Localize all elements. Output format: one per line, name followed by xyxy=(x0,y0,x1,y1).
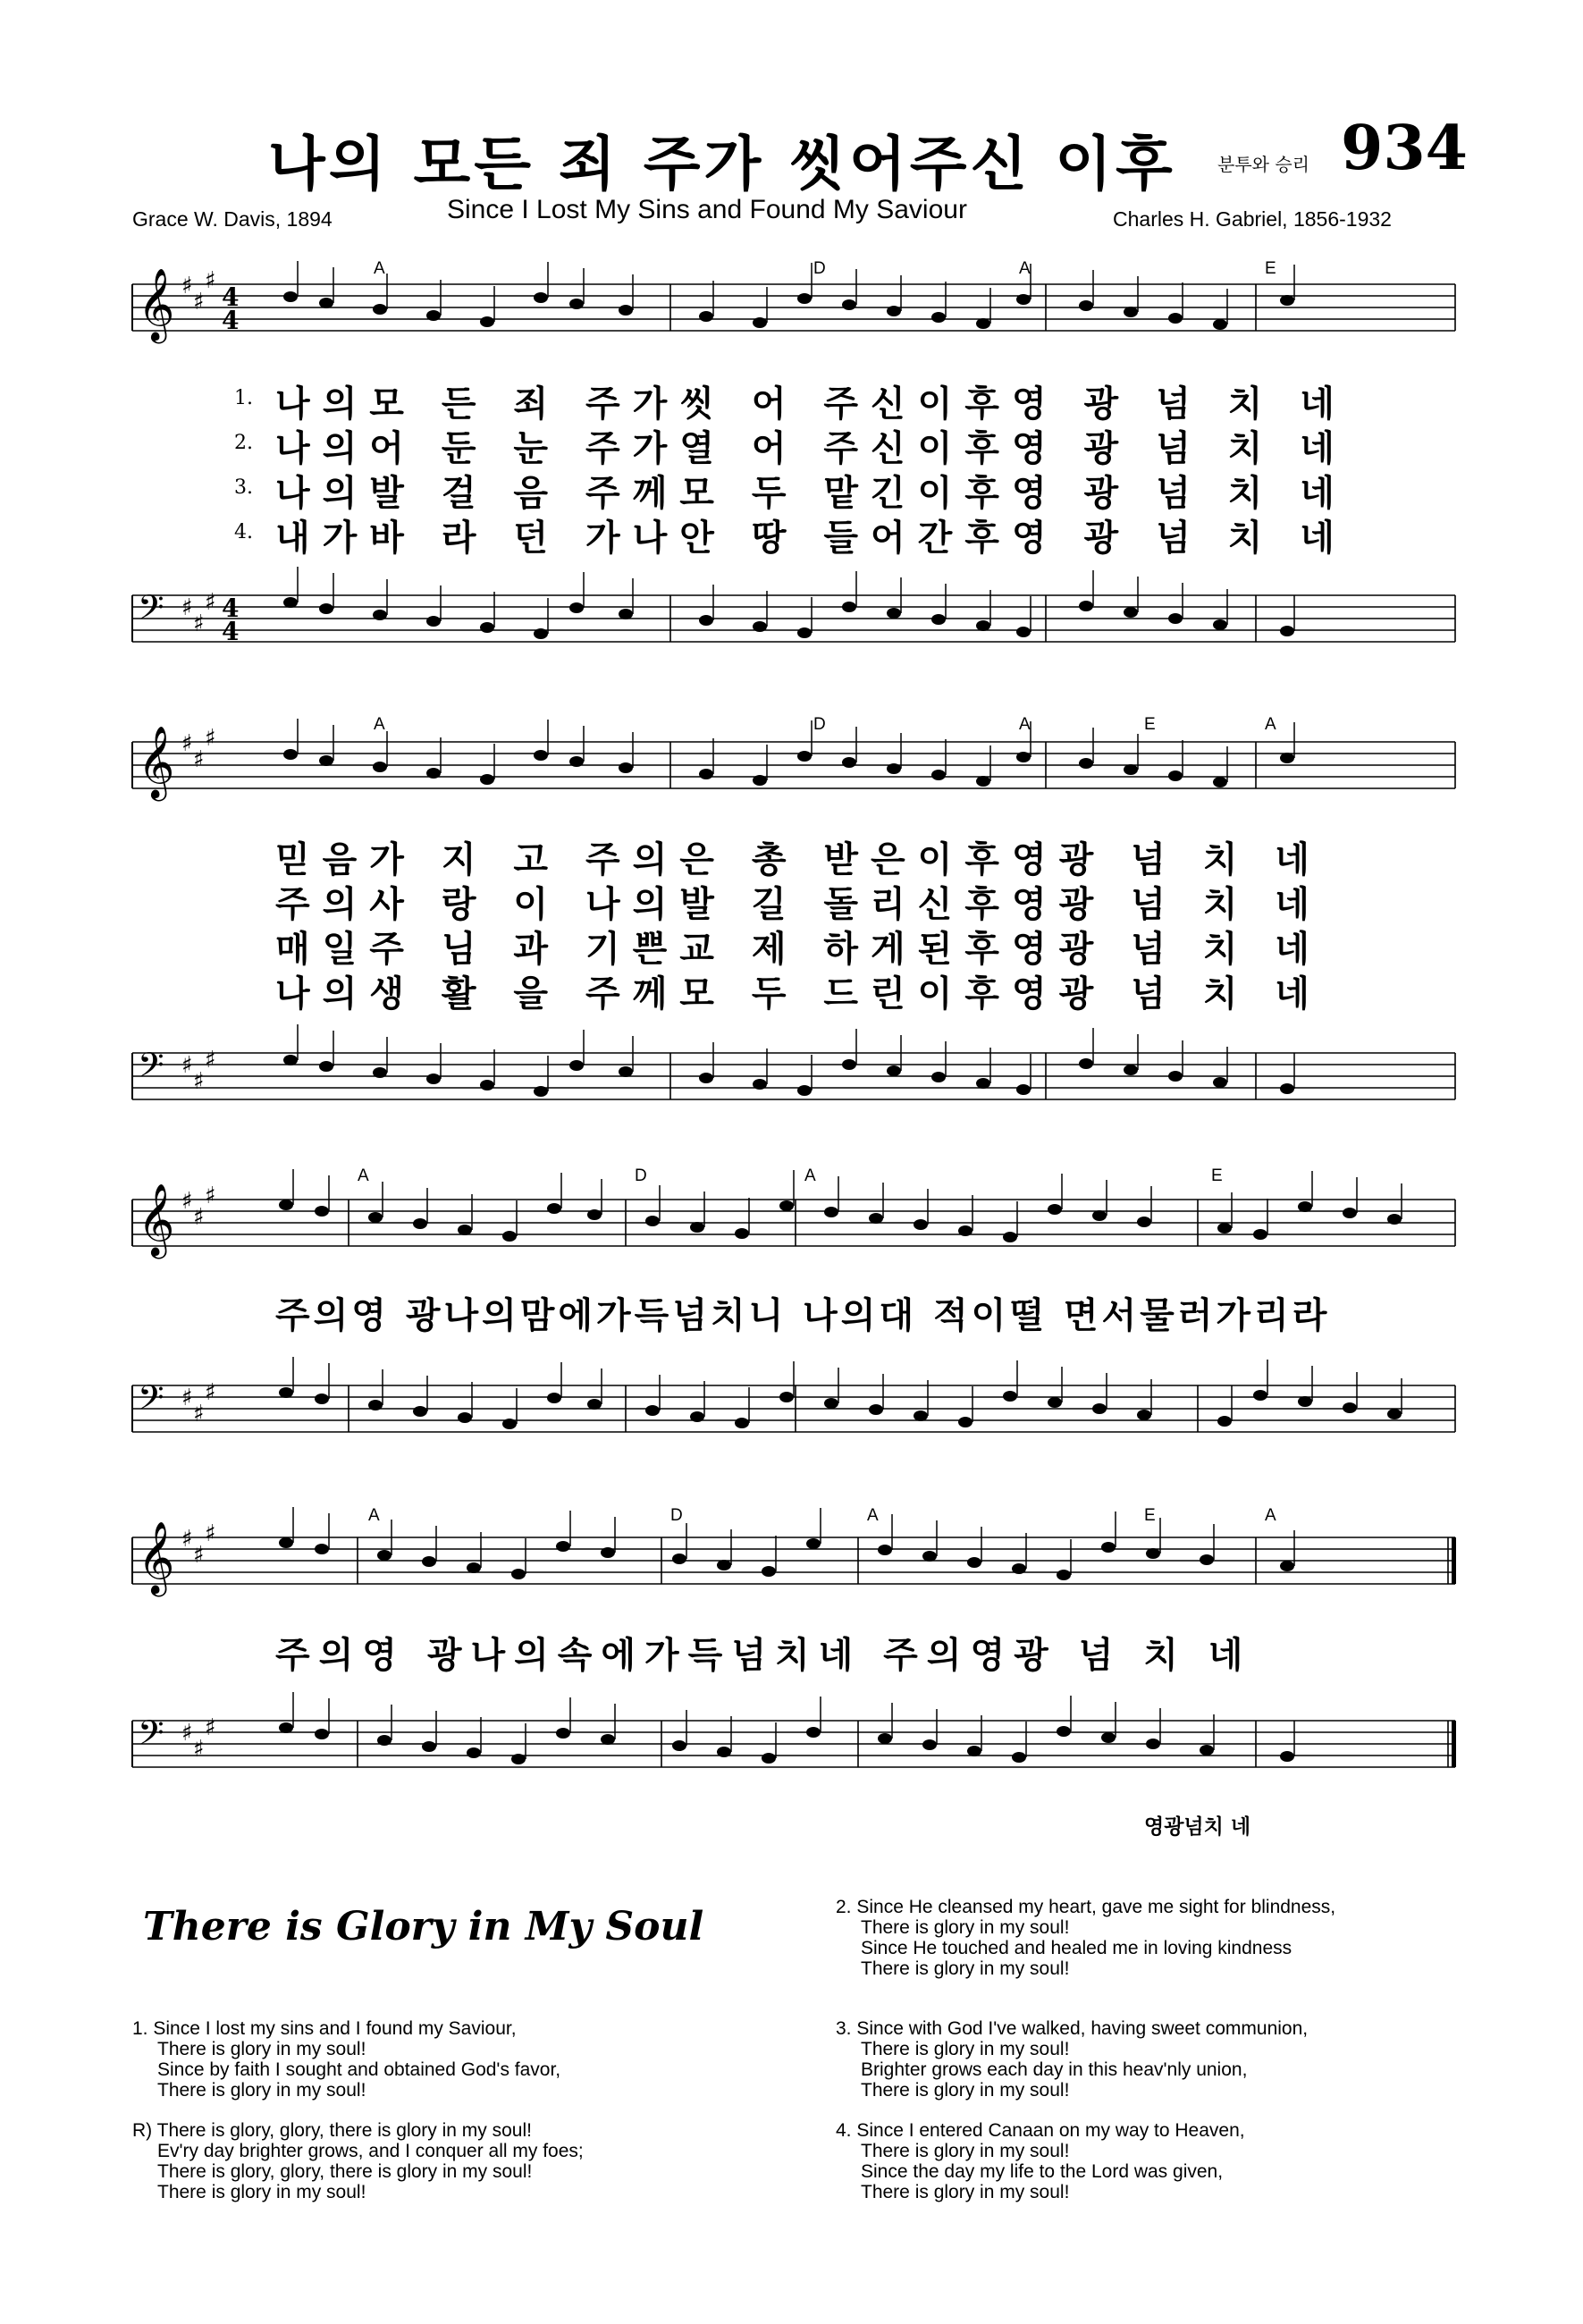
note-head xyxy=(717,1747,731,1757)
chord-symbol: A xyxy=(1265,715,1276,734)
note-head xyxy=(842,602,856,612)
lyric-line: 주의영 광나의속에가득넘치네 주의영광 넘 치 네 xyxy=(275,1635,1252,1676)
note-head xyxy=(869,1404,883,1415)
chord-symbol: E xyxy=(1144,715,1156,734)
sharp-sign: ♯ xyxy=(181,1052,193,1079)
note-head xyxy=(753,317,767,328)
sharp-sign: ♯ xyxy=(181,1188,193,1215)
verse-line: There is glory in my soul! xyxy=(157,2080,366,2101)
note-head xyxy=(377,1735,392,1746)
note-head xyxy=(1137,1410,1151,1420)
note-head xyxy=(958,1225,973,1236)
note-head xyxy=(699,615,713,626)
note-head xyxy=(1387,1214,1402,1225)
note-head xyxy=(976,776,990,787)
note-head xyxy=(1343,1208,1357,1218)
sharp-sign: ♯ xyxy=(181,1385,193,1411)
note-head xyxy=(1280,1561,1294,1571)
note-head xyxy=(279,1722,293,1733)
chord-symbol: A xyxy=(1019,259,1031,278)
note-head xyxy=(283,749,298,760)
note-head xyxy=(1200,1745,1214,1756)
chord-symbol: E xyxy=(1144,1506,1156,1525)
note-head xyxy=(824,1207,838,1217)
verse-line: There is glory in my soul! xyxy=(157,2039,366,2059)
chord-symbol: D xyxy=(813,259,826,278)
chord-symbol: A xyxy=(1265,1506,1276,1525)
note-head xyxy=(283,291,298,302)
note-head xyxy=(1253,1390,1267,1401)
note-head xyxy=(1124,1065,1138,1075)
note-head xyxy=(619,305,633,316)
note-head xyxy=(717,1560,731,1570)
note-head xyxy=(1079,601,1093,611)
note-head xyxy=(976,318,990,329)
note-head xyxy=(373,304,387,315)
note-head xyxy=(1387,1409,1402,1419)
note-head xyxy=(587,1399,602,1410)
hymn-number: 934 xyxy=(1341,113,1468,184)
sharp-sign: ♯ xyxy=(205,1183,216,1209)
note-head xyxy=(426,310,441,321)
note-head xyxy=(1168,770,1183,781)
note-head xyxy=(1146,1548,1160,1559)
note-head xyxy=(1048,1397,1062,1408)
note-head xyxy=(422,1741,436,1752)
note-head xyxy=(753,1079,767,1090)
lyric-line: 주의영 광나의맘에가득넘치니 나의대 적이떨 면서물러가리라 xyxy=(275,1295,1331,1336)
note-head xyxy=(1213,619,1227,630)
verse-line: Brighter grows each day in this heav'nly union, xyxy=(861,2059,1248,2080)
sharp-sign: ♯ xyxy=(205,1714,216,1741)
note-head xyxy=(569,1060,584,1071)
note-head xyxy=(672,1554,686,1564)
note-head xyxy=(1298,1396,1312,1407)
verse-number: 3. xyxy=(234,476,253,499)
sharp-sign: ♯ xyxy=(205,267,216,294)
note-head xyxy=(1213,1077,1227,1088)
sharp-sign: ♯ xyxy=(205,725,216,752)
verse-line: There is glory in my soul! xyxy=(157,2182,366,2202)
lyric-line: 믿음가 지 고 주의은 총 받은이후영광 넘 치 네 xyxy=(275,839,1322,880)
note-head xyxy=(922,1551,937,1562)
note-head xyxy=(373,610,387,620)
note-head xyxy=(458,1225,472,1235)
note-head xyxy=(824,1398,838,1409)
note-head xyxy=(931,770,946,780)
chord-symbol: D xyxy=(635,1166,647,1185)
note-head xyxy=(735,1228,749,1239)
note-head xyxy=(1124,764,1138,775)
note-head xyxy=(931,1072,946,1082)
verse-line: There is glory in my soul! xyxy=(861,2039,1070,2059)
note-head xyxy=(1057,1726,1071,1737)
time-signature: 4 xyxy=(222,306,240,335)
note-head xyxy=(779,1392,794,1402)
note-head xyxy=(315,1544,329,1554)
note-head xyxy=(645,1405,660,1416)
note-head xyxy=(619,1066,633,1077)
note-head xyxy=(976,620,990,631)
verse-line: 2. Since He cleansed my heart, gave me sight for blindness, xyxy=(836,1897,1336,1917)
note-head xyxy=(319,298,333,308)
note-head xyxy=(914,1219,928,1230)
note-head xyxy=(426,616,441,627)
note-head xyxy=(1124,307,1138,317)
time-signature: 4 xyxy=(222,617,240,646)
lyric-line: 매일주 님 과 기쁜교 제 하게된후영광 넘 치 네 xyxy=(275,929,1322,970)
note-head xyxy=(797,293,812,304)
note-head xyxy=(887,1065,901,1076)
note-head xyxy=(534,292,548,303)
note-head xyxy=(319,603,333,614)
treble-clef: 𝄞 xyxy=(138,1183,175,1256)
verse-line: There is glory in my soul! xyxy=(861,1917,1070,1938)
note-head xyxy=(1280,626,1294,636)
verse-line: There is glory in my soul! xyxy=(861,2080,1070,2101)
note-head xyxy=(619,762,633,773)
treble-clef: 𝄞 xyxy=(138,1520,175,1594)
note-head xyxy=(779,1200,794,1211)
note-head xyxy=(1146,1739,1160,1749)
note-head xyxy=(480,774,494,785)
note-head xyxy=(279,1200,293,1210)
note-head xyxy=(368,1400,383,1410)
verse-line: Since the day my life to the Lord was given, xyxy=(861,2161,1224,2182)
note-head xyxy=(1057,1570,1071,1580)
bass-clef: 𝄢 xyxy=(138,1045,164,1093)
note-head xyxy=(315,1729,329,1739)
time-signature: 4 xyxy=(222,282,240,312)
note-head xyxy=(283,597,298,608)
chord-symbol: D xyxy=(670,1506,683,1525)
note-head xyxy=(1168,613,1183,624)
note-head xyxy=(1079,1058,1093,1069)
note-head xyxy=(511,1569,526,1579)
english-title: Since I Lost My Sins and Found My Saviour xyxy=(447,195,967,224)
verse-line: There is glory in my soul! xyxy=(861,2141,1070,2161)
verse-line: Since He touched and healed me in loving kindness xyxy=(861,1938,1293,1958)
category-tag: 분투와 승리 xyxy=(1217,154,1309,175)
verse-number: 2. xyxy=(234,432,253,454)
lyric-line: 나의어 둔 눈 주가열 어 주신이후영 광 넘 치 네 xyxy=(275,428,1347,469)
treble-clef: 𝄞 xyxy=(138,267,175,341)
sharp-sign: ♯ xyxy=(205,1047,216,1074)
note-head xyxy=(279,1387,293,1398)
sharp-sign: ♯ xyxy=(193,1401,205,1427)
note-head xyxy=(1101,1732,1116,1743)
english-verse-4 xyxy=(836,2120,1245,2202)
verse-line: Ev'ry day brighter grows, and I conquer all my foes; xyxy=(157,2141,584,2161)
note-head xyxy=(1280,1751,1294,1762)
lyric-line: 나의모 든 죄 주가씻 어 주신이후영 광 넘 치 네 xyxy=(275,383,1347,425)
english-verse-3 xyxy=(836,2018,1308,2101)
note-head xyxy=(480,316,494,327)
note-head xyxy=(869,1213,883,1224)
note-head xyxy=(422,1556,436,1567)
verse-line: Since by faith I sought and obtained God's favor, xyxy=(157,2059,561,2080)
note-head xyxy=(976,1078,990,1089)
note-head xyxy=(1003,1391,1017,1402)
note-head xyxy=(1280,1083,1294,1094)
note-head xyxy=(797,627,812,638)
note-head xyxy=(619,609,633,619)
note-head xyxy=(1217,1416,1232,1427)
note-head xyxy=(315,1394,329,1404)
note-head xyxy=(547,1203,561,1214)
chord-symbol: A xyxy=(804,1166,816,1185)
lyric-line: 나의생 활 을 주께모 두 드린이후영광 넘 치 네 xyxy=(275,973,1322,1015)
note-head xyxy=(511,1754,526,1764)
note-head xyxy=(753,621,767,632)
note-head xyxy=(534,1086,548,1097)
sharp-sign: ♯ xyxy=(181,1526,193,1553)
note-head xyxy=(1213,319,1227,330)
english-verse-2 xyxy=(836,1897,1335,1979)
note-head xyxy=(1280,753,1294,763)
sharp-sign: ♯ xyxy=(193,1068,205,1095)
note-head xyxy=(672,1740,686,1751)
note-head xyxy=(753,775,767,786)
note-head xyxy=(1012,1752,1026,1763)
note-head xyxy=(645,1216,660,1226)
note-head xyxy=(467,1747,481,1758)
sharp-sign: ♯ xyxy=(181,273,193,299)
verse-line: There is glory in my soul! xyxy=(861,2182,1070,2202)
note-head xyxy=(1343,1402,1357,1413)
note-head xyxy=(1003,1232,1017,1242)
treble-clef: 𝄞 xyxy=(138,725,175,798)
note-head xyxy=(699,311,713,322)
note-head xyxy=(373,1067,387,1078)
final-barline xyxy=(1452,1721,1456,1767)
note-head xyxy=(1016,294,1031,305)
final-barline xyxy=(1452,1537,1456,1584)
chord-symbol: E xyxy=(1265,259,1276,278)
note-head xyxy=(842,299,856,310)
note-head xyxy=(556,1541,570,1552)
sharp-sign: ♯ xyxy=(193,1204,205,1231)
sharp-sign: ♯ xyxy=(193,1736,205,1763)
note-head xyxy=(1016,752,1031,762)
note-head xyxy=(601,1547,615,1558)
note-head xyxy=(467,1562,481,1573)
note-head xyxy=(426,768,441,779)
note-head xyxy=(922,1739,937,1750)
note-head xyxy=(569,299,584,309)
note-head xyxy=(569,602,584,613)
time-signature: 4 xyxy=(222,594,240,623)
note-head xyxy=(797,1085,812,1096)
english-refrain xyxy=(132,2120,584,2202)
note-head xyxy=(914,1410,928,1421)
note-head xyxy=(319,1061,333,1072)
note-head xyxy=(1092,1210,1107,1221)
chord-symbol: A xyxy=(374,715,385,734)
note-head xyxy=(1016,1084,1031,1095)
lyric-line: 내가바 라 던 가나안 땅 들어간후영 광 넘 치 네 xyxy=(275,518,1347,559)
note-head xyxy=(762,1566,776,1577)
lyric-line: 나의발 걸 음 주께모 두 맡긴이후영 광 넘 치 네 xyxy=(275,473,1347,514)
note-head xyxy=(842,757,856,768)
chord-symbol: E xyxy=(1211,1166,1223,1185)
note-head xyxy=(1200,1554,1214,1565)
bass-lyric-note: 영광넘치 네 xyxy=(1144,1815,1251,1839)
note-head xyxy=(502,1419,517,1429)
english-heading: There is Glory in My Soul xyxy=(143,1904,704,1949)
chord-symbol: A xyxy=(374,259,385,278)
chord-symbol: D xyxy=(813,715,826,734)
verse-line: 3. Since with God I've walked, having sweet communion, xyxy=(836,2018,1309,2039)
note-head xyxy=(413,1218,427,1229)
note-head xyxy=(480,622,494,633)
english-verse-1 xyxy=(132,2018,560,2101)
chord-symbol: A xyxy=(867,1506,879,1525)
note-head xyxy=(569,756,584,767)
note-head xyxy=(547,1393,561,1403)
composer: Charles H. Gabriel, 1856-1932 xyxy=(1113,207,1392,231)
note-head xyxy=(1168,313,1183,324)
note-head xyxy=(878,1545,892,1555)
chord-symbol: A xyxy=(358,1166,369,1185)
verse-line: There is glory in my soul! xyxy=(861,1958,1070,1979)
note-head xyxy=(368,1212,383,1223)
note-head xyxy=(413,1406,427,1417)
note-head xyxy=(1217,1223,1232,1234)
chord-symbol: A xyxy=(368,1506,380,1525)
note-head xyxy=(279,1537,293,1548)
note-head xyxy=(1101,1542,1116,1553)
verse-line: There is glory, glory, there is glory in my soul! xyxy=(157,2161,533,2182)
note-head xyxy=(806,1727,821,1738)
note-head xyxy=(967,1557,981,1568)
note-head xyxy=(587,1209,602,1220)
note-head xyxy=(1012,1563,1026,1574)
sharp-sign: ♯ xyxy=(181,594,193,621)
note-head xyxy=(1124,607,1138,618)
note-head xyxy=(556,1728,570,1739)
lyricist: Grace W. Davis, 1894 xyxy=(132,207,333,231)
sharp-sign: ♯ xyxy=(205,589,216,616)
note-head xyxy=(690,1411,704,1422)
note-head xyxy=(1298,1201,1312,1212)
sharp-sign: ♯ xyxy=(181,1720,193,1747)
note-head xyxy=(931,312,946,323)
note-head xyxy=(1092,1403,1107,1414)
hymn-title: 나의 모든 죄 주가 씻어주신 이후 xyxy=(268,130,1176,198)
note-head xyxy=(1137,1217,1151,1227)
note-head xyxy=(887,608,901,619)
note-head xyxy=(735,1418,749,1428)
note-head xyxy=(967,1746,981,1756)
note-head xyxy=(887,306,901,316)
note-head xyxy=(480,1080,494,1090)
lyric-line: 주의사 랑 이 나의발 길 돌리신후영광 넘 치 네 xyxy=(275,884,1322,925)
sharp-sign: ♯ xyxy=(205,1379,216,1406)
bass-clef: 𝄢 xyxy=(138,587,164,636)
note-head xyxy=(1048,1204,1062,1215)
note-head xyxy=(1168,1071,1183,1082)
sharp-sign: ♯ xyxy=(205,1520,216,1547)
note-head xyxy=(762,1753,776,1764)
note-head xyxy=(426,1074,441,1084)
verse-line: 4. Since I entered Canaan on my way to Heaven, xyxy=(836,2120,1245,2141)
note-head xyxy=(1016,627,1031,637)
sharp-sign: ♯ xyxy=(193,289,205,316)
note-head xyxy=(458,1412,472,1423)
sharp-sign: ♯ xyxy=(193,1542,205,1569)
note-head xyxy=(1079,300,1093,311)
note-head xyxy=(601,1734,615,1745)
note-head xyxy=(958,1417,973,1427)
verse-line: 1. Since I lost my sins and I found my Saviour, xyxy=(132,2018,517,2039)
note-head xyxy=(534,628,548,639)
note-head xyxy=(931,614,946,625)
note-head xyxy=(842,1059,856,1070)
note-head xyxy=(502,1231,517,1242)
note-head xyxy=(319,755,333,766)
sharp-sign: ♯ xyxy=(193,610,205,637)
note-head xyxy=(283,1055,298,1065)
sharp-sign: ♯ xyxy=(193,746,205,773)
note-head xyxy=(315,1206,329,1217)
note-head xyxy=(690,1222,704,1233)
bass-clef: 𝄢 xyxy=(138,1713,164,1761)
sharp-sign: ♯ xyxy=(181,730,193,757)
verse-line: R) There is glory, glory, there is glory in my soul! xyxy=(132,2120,532,2141)
note-head xyxy=(1253,1229,1267,1240)
note-head xyxy=(806,1538,821,1549)
note-head xyxy=(797,751,812,762)
note-head xyxy=(534,750,548,761)
note-head xyxy=(1280,295,1294,306)
note-head xyxy=(1079,758,1093,769)
note-head xyxy=(887,763,901,774)
note-head xyxy=(699,1073,713,1083)
note-head xyxy=(1213,777,1227,787)
note-head xyxy=(373,762,387,772)
chord-symbol: A xyxy=(1019,715,1031,734)
note-head xyxy=(699,769,713,779)
note-head xyxy=(377,1550,392,1561)
verse-number: 4. xyxy=(234,521,253,543)
bass-clef: 𝄢 xyxy=(138,1377,164,1426)
verse-number: 1. xyxy=(234,387,253,409)
note-head xyxy=(878,1733,892,1744)
